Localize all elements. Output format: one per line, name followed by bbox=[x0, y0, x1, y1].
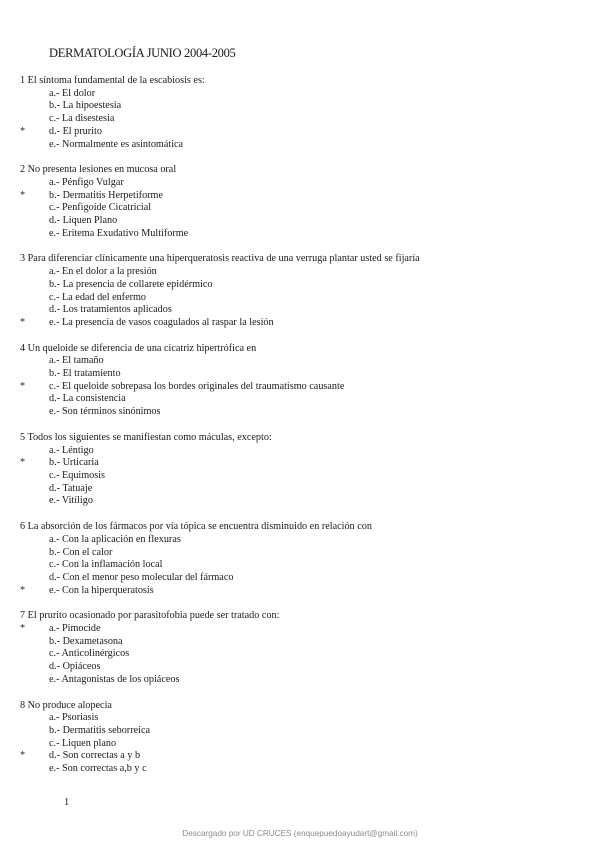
answer-label: c.- El queloide sobrepasa los bordes originales del traumatismo causante bbox=[49, 380, 345, 392]
answer-label: e.- Son correctas a,b y c bbox=[49, 763, 147, 775]
answer-label: b.- La presencia de collarete epidérmico bbox=[49, 278, 213, 290]
answer-option bbox=[0, 279, 600, 292]
answer-option bbox=[0, 88, 600, 101]
question-1 bbox=[0, 75, 600, 151]
correct-answer-marker: * bbox=[20, 623, 26, 635]
answer-label: e.- Vitíligo bbox=[49, 495, 93, 507]
answer-option bbox=[0, 763, 600, 776]
answer-option bbox=[0, 661, 600, 674]
answer-label: e.- Eritema Exudativo Multiforme bbox=[49, 227, 189, 239]
answer-option bbox=[0, 585, 600, 598]
answer-label: a.- Con la aplicación en flexuras bbox=[49, 533, 181, 545]
answer-label: d.- Opiáceos bbox=[49, 661, 101, 673]
correct-answer-marker: * bbox=[20, 380, 26, 392]
answer-option bbox=[0, 266, 600, 279]
question-7 bbox=[0, 610, 600, 686]
answer-label: b.- Dexametasona bbox=[49, 635, 123, 647]
answer-label: c.- Equimosis bbox=[49, 469, 106, 481]
answer-option bbox=[0, 292, 600, 305]
question-text: 3 Para diferenciar clínicamente una hiperqueratosis reactiva de una verruga plantar usted se fijaría bbox=[20, 253, 420, 265]
download-footer: Descargado por UD CRUCES (enquepuedoayudart@gmail.com) bbox=[182, 829, 418, 838]
answer-label: b.- Dermatitis seborreica bbox=[49, 724, 150, 736]
answer-option bbox=[0, 534, 600, 547]
answer-label: a.- Léntigo bbox=[49, 444, 94, 456]
answer-label: a.- El tamaño bbox=[49, 355, 104, 367]
answer-label: b.- Con el calor bbox=[49, 546, 113, 558]
answer-option bbox=[0, 304, 600, 317]
page-number: 1 bbox=[64, 797, 70, 808]
answer-option bbox=[0, 674, 600, 687]
answer-label: c.- La edad del enfermo bbox=[49, 291, 147, 303]
answer-label: d.- Son correctas a y b bbox=[49, 750, 141, 762]
answer-option bbox=[0, 725, 600, 738]
answer-option bbox=[0, 483, 600, 496]
answer-option bbox=[0, 445, 600, 458]
question-list bbox=[0, 75, 600, 789]
question-text: 5 Todos los siguientes se manifiestan como máculas, excepto: bbox=[20, 431, 272, 443]
answer-option bbox=[0, 100, 600, 113]
question-text: 7 El prurito ocasionado por parasitofobia puede ser tratado con: bbox=[20, 610, 280, 622]
answer-label: e.- Son términos sinónimos bbox=[49, 406, 161, 418]
answer-option bbox=[0, 368, 600, 381]
answer-option bbox=[0, 495, 600, 508]
answer-label: a.- Psoriasis bbox=[49, 712, 99, 724]
answer-label: e.- Normalmente es asintomática bbox=[49, 138, 184, 150]
answer-label: d.- Liquen Plano bbox=[49, 215, 118, 227]
answer-label: d.- El prurito bbox=[49, 125, 102, 137]
answer-label: d.- La consistencia bbox=[49, 393, 126, 405]
answer-label: c.- La disestesia bbox=[49, 113, 115, 125]
question-6 bbox=[0, 521, 600, 597]
answer-option bbox=[0, 470, 600, 483]
answer-label: e.- Antagonistas de los opiáceos bbox=[49, 673, 180, 685]
answer-option bbox=[0, 457, 600, 470]
answer-label: a.- El dolor bbox=[49, 87, 96, 99]
answer-option bbox=[0, 190, 600, 203]
answer-option bbox=[0, 202, 600, 215]
answer-option bbox=[0, 381, 600, 394]
question-8 bbox=[0, 700, 600, 776]
correct-answer-marker: * bbox=[20, 125, 26, 137]
answer-option bbox=[0, 113, 600, 126]
answer-option bbox=[0, 572, 600, 585]
question-3 bbox=[0, 253, 600, 329]
answer-label: c.- Liquen plano bbox=[49, 737, 117, 749]
answer-label: d.- Con el menor peso molecular del fármaco bbox=[49, 571, 234, 583]
answer-label: e.- La presencia de vasos coagulados al raspar la lesión bbox=[49, 316, 274, 328]
correct-answer-marker: * bbox=[20, 750, 26, 762]
answer-option bbox=[0, 406, 600, 419]
answer-option bbox=[0, 623, 600, 636]
answer-option bbox=[0, 712, 600, 725]
document-title: DERMATOLOGÍA JUNIO 2004-2005 bbox=[49, 46, 236, 60]
answer-label: e.- Con la hiperqueratosis bbox=[49, 584, 154, 596]
answer-option bbox=[0, 228, 600, 241]
answer-label: d.- Tatuaje bbox=[49, 482, 93, 494]
answer-label: a.- En el dolor a la presión bbox=[49, 266, 157, 278]
answer-label: b.- El tratamiento bbox=[49, 368, 121, 380]
answer-option bbox=[0, 177, 600, 190]
answer-option bbox=[0, 559, 600, 572]
answer-label: a.- Pimocide bbox=[49, 623, 101, 635]
correct-answer-marker: * bbox=[20, 316, 26, 328]
answer-option bbox=[0, 738, 600, 751]
answer-option bbox=[0, 355, 600, 368]
answer-option bbox=[0, 648, 600, 661]
answer-option bbox=[0, 139, 600, 152]
question-5 bbox=[0, 432, 600, 508]
answer-option bbox=[0, 547, 600, 560]
answer-label: b.- La hipoestesia bbox=[49, 100, 122, 112]
question-text: 2 No presenta lesiones en mucosa oral bbox=[20, 164, 177, 176]
answer-label: b.- Urticaria bbox=[49, 457, 99, 469]
correct-answer-marker: * bbox=[20, 189, 26, 201]
correct-answer-marker: * bbox=[20, 584, 26, 596]
correct-answer-marker: * bbox=[20, 457, 26, 469]
answer-option bbox=[0, 317, 600, 330]
answer-label: c.- Anticolinérgicos bbox=[49, 648, 130, 660]
answer-option bbox=[0, 126, 600, 139]
question-4 bbox=[0, 343, 600, 419]
answer-label: b.- Dermatitis Herpetiforme bbox=[49, 189, 164, 201]
question-2 bbox=[0, 164, 600, 240]
question-text: 8 No produce alopecia bbox=[20, 699, 112, 711]
answer-label: c.- Con la inflamación local bbox=[49, 559, 163, 571]
question-text: 1 El síntoma fundamental de la escabiosis es: bbox=[20, 75, 205, 86]
question-text: 6 La absorción de los fármacos por vía tópica se encuentra disminuido en relación con bbox=[20, 521, 372, 533]
answer-label: a.- Pénfigo Vulgar bbox=[49, 176, 124, 188]
question-text: 4 Un queloide se diferencia de una cicatriz hipertrófica en bbox=[20, 342, 257, 354]
answer-option bbox=[0, 750, 600, 763]
answer-option bbox=[0, 215, 600, 228]
answer-label: c.- Penfigoide Cicatricial bbox=[49, 202, 152, 214]
answer-option bbox=[0, 393, 600, 406]
answer-label: d.- Los tratamientos aplicados bbox=[49, 304, 172, 316]
answer-option bbox=[0, 636, 600, 649]
